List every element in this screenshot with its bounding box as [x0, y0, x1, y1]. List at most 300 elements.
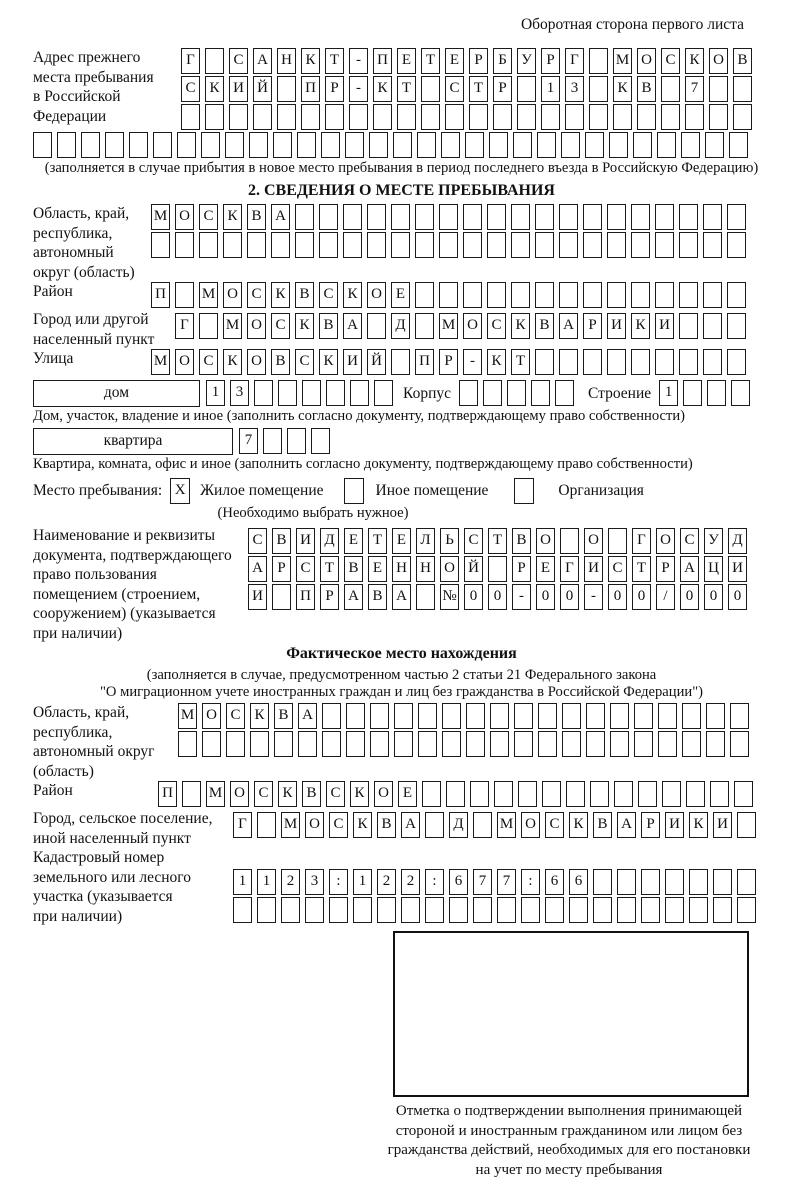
char-cell — [463, 282, 482, 308]
char-cell: К — [487, 349, 506, 375]
char-cell — [422, 781, 441, 807]
fact-region-boxrow-1[interactable] — [178, 703, 749, 730]
char-cell: О — [223, 282, 242, 308]
char-cell — [175, 282, 194, 308]
char-cell — [250, 731, 269, 757]
char-cell: С — [254, 781, 273, 807]
house-type-box[interactable]: дом — [33, 380, 200, 407]
label-line: места пребывания — [33, 68, 154, 86]
char-cell — [254, 380, 273, 406]
char-cell — [201, 132, 220, 158]
cadastre-boxrow-1[interactable] — [233, 869, 756, 896]
char-cell: Р — [656, 556, 675, 582]
char-cell — [710, 781, 729, 807]
char-cell: Т — [397, 76, 416, 102]
char-cell: О — [202, 703, 221, 729]
char-cell — [631, 204, 650, 230]
char-cell — [205, 48, 224, 74]
char-cell: О — [584, 528, 603, 554]
char-cell: И — [296, 528, 315, 554]
char-cell: 0 — [536, 584, 555, 610]
char-cell: Т — [488, 528, 507, 554]
char-cell — [707, 380, 726, 406]
apartment-type-box[interactable]: квартира — [33, 428, 233, 455]
char-cell: Б — [493, 48, 512, 74]
fact-city-boxrow[interactable] — [233, 812, 756, 839]
char-cell — [416, 584, 435, 610]
char-cell — [658, 731, 677, 757]
char-cell — [559, 349, 578, 375]
char-cell — [272, 584, 291, 610]
city-label — [33, 310, 175, 349]
prev-address-label — [33, 48, 181, 126]
char-cell — [737, 869, 756, 895]
checkbox-other-premises[interactable] — [344, 478, 364, 504]
char-cell: Р — [320, 584, 339, 610]
char-cell: К — [295, 313, 314, 339]
label-line: (заполняется в случае, предусмотренном частью 2 статьи 21 Федерального закона — [146, 667, 657, 683]
char-cell: О — [305, 812, 324, 838]
char-cell — [298, 731, 317, 757]
char-cell: - — [584, 584, 603, 610]
char-cell — [391, 204, 410, 230]
option-residential-label: Жилое помещение — [200, 482, 324, 500]
char-cell — [713, 897, 732, 923]
char-cell — [442, 731, 461, 757]
street-boxrow[interactable] — [151, 349, 746, 376]
label-line: Кадастровый номер — [33, 849, 165, 866]
char-cell — [446, 781, 465, 807]
char-cell — [322, 731, 341, 757]
char-cell: Е — [397, 48, 416, 74]
char-cell — [439, 282, 458, 308]
char-cell: - — [512, 584, 531, 610]
char-cell: Д — [449, 812, 468, 838]
label-line: на учет по месту пребывания — [475, 1161, 663, 1178]
char-cell: Г — [175, 313, 194, 339]
char-cell: С — [326, 781, 345, 807]
stamp-caption — [379, 1102, 759, 1180]
stroenie-boxrow[interactable] — [659, 380, 750, 407]
char-cell — [583, 204, 602, 230]
char-cell — [449, 897, 468, 923]
label-line: иной населенный пункт — [33, 829, 191, 847]
char-cell — [703, 349, 722, 375]
house-number-boxrow[interactable] — [206, 380, 393, 407]
document-boxrow-1[interactable] — [248, 528, 747, 555]
char-cell: Т — [511, 349, 530, 375]
char-cell — [325, 104, 344, 130]
char-cell — [589, 48, 608, 74]
char-cell — [633, 132, 652, 158]
document-rows — [248, 528, 747, 612]
char-cell — [391, 349, 410, 375]
stamp-area — [387, 931, 770, 1180]
option-other-premises-label: Иное помещение — [375, 482, 489, 500]
char-cell — [105, 132, 124, 158]
char-cell — [263, 428, 282, 454]
char-cell — [535, 349, 554, 375]
char-cell — [346, 703, 365, 729]
char-cell — [538, 731, 557, 757]
char-cell — [401, 897, 420, 923]
char-cell — [153, 132, 172, 158]
label-line: Город или другой — [33, 311, 149, 328]
char-cell: М — [151, 204, 170, 230]
char-cell: К — [223, 204, 242, 230]
label-line: гражданства действий, необходимых для его постановки — [387, 1142, 751, 1158]
char-cell — [641, 869, 660, 895]
char-cell: М — [613, 48, 632, 74]
char-cell: К — [511, 313, 530, 339]
char-cell: К — [613, 76, 632, 102]
prev-address-boxrow-4[interactable] — [33, 132, 770, 159]
char-cell — [589, 76, 608, 102]
char-cell: - — [463, 349, 482, 375]
region-boxrow-2[interactable] — [151, 232, 746, 259]
district-boxrow[interactable] — [151, 282, 746, 309]
char-cell — [631, 349, 650, 375]
char-cell — [177, 132, 196, 158]
char-cell: В — [512, 528, 531, 554]
char-cell: 6 — [449, 869, 468, 895]
char-cell — [278, 380, 297, 406]
char-cell — [679, 232, 698, 258]
document-boxrow-2[interactable] — [248, 556, 747, 583]
char-cell — [466, 731, 485, 757]
document-label — [33, 526, 248, 643]
char-cell: С — [680, 528, 699, 554]
checkbox-residential[interactable]: X — [170, 478, 190, 504]
char-cell — [463, 232, 482, 258]
char-cell: А — [253, 48, 272, 74]
char-cell — [634, 703, 653, 729]
char-cell — [418, 703, 437, 729]
char-cell — [369, 132, 388, 158]
char-cell: 6 — [545, 869, 564, 895]
char-cell — [583, 349, 602, 375]
char-cell — [683, 380, 702, 406]
checkbox-organization[interactable] — [514, 478, 534, 504]
char-cell: С — [247, 282, 266, 308]
char-cell: О — [247, 313, 266, 339]
char-cell — [560, 528, 579, 554]
char-cell: Е — [398, 781, 417, 807]
label-line: при наличии) — [33, 624, 123, 642]
char-cell — [319, 204, 338, 230]
prev-address-boxrow-3[interactable] — [181, 104, 752, 131]
char-cell: А — [271, 204, 290, 230]
char-cell — [151, 232, 170, 258]
actual-location-note — [33, 667, 770, 701]
char-cell — [682, 731, 701, 757]
fact-city-block — [33, 809, 770, 848]
char-cell — [223, 232, 242, 258]
label-line: сооружением) (указывается — [33, 605, 216, 622]
label-line: право пользования — [33, 566, 157, 583]
char-cell: Т — [325, 48, 344, 74]
char-cell: К — [373, 76, 392, 102]
fact-region-label — [33, 703, 178, 781]
char-cell — [706, 731, 725, 757]
char-cell: 1 — [233, 869, 252, 895]
char-cell — [617, 897, 636, 923]
char-cell: 0 — [608, 584, 627, 610]
char-cell: Е — [536, 556, 555, 582]
char-cell: О — [230, 781, 249, 807]
char-cell — [226, 731, 245, 757]
char-cell: В — [302, 781, 321, 807]
label-line: стороной и иностранным гражданином или лицом без — [395, 1122, 743, 1139]
char-cell — [734, 781, 753, 807]
char-cell — [305, 897, 324, 923]
char-cell — [321, 132, 340, 158]
char-cell — [490, 703, 509, 729]
char-cell: И — [343, 349, 362, 375]
city-block — [33, 310, 770, 349]
char-cell — [513, 132, 532, 158]
char-cell: И — [655, 313, 674, 339]
label-line: автономный округ — [33, 743, 155, 760]
char-cell: 7 — [497, 869, 516, 895]
char-cell: Р — [641, 812, 660, 838]
char-cell — [607, 349, 626, 375]
char-cell — [542, 781, 561, 807]
char-cell — [733, 76, 752, 102]
region-label — [33, 204, 151, 282]
char-cell: Ь — [440, 528, 459, 554]
char-cell — [345, 132, 364, 158]
char-cell: С — [445, 76, 464, 102]
char-cell — [373, 104, 392, 130]
char-cell — [494, 781, 513, 807]
char-cell: К — [319, 349, 338, 375]
city-boxrow[interactable] — [175, 313, 746, 340]
char-cell: 0 — [680, 584, 699, 610]
char-cell — [565, 104, 584, 130]
char-cell — [665, 869, 684, 895]
char-cell: 1 — [659, 380, 678, 406]
char-cell — [511, 232, 530, 258]
char-cell — [569, 897, 588, 923]
street-block — [33, 349, 770, 377]
char-cell: Н — [392, 556, 411, 582]
char-cell — [727, 313, 746, 339]
char-cell: 0 — [560, 584, 579, 610]
char-cell — [727, 232, 746, 258]
fact-district-boxrow[interactable] — [158, 781, 753, 808]
char-cell: М — [178, 703, 197, 729]
char-cell: А — [680, 556, 699, 582]
char-cell — [181, 104, 200, 130]
region-boxrow-1[interactable] — [151, 204, 746, 231]
char-cell: В — [368, 584, 387, 610]
char-cell — [319, 232, 338, 258]
char-cell — [518, 781, 537, 807]
char-cell: В — [247, 204, 266, 230]
char-cell: 0 — [704, 584, 723, 610]
prev-address-boxrow-1[interactable] — [181, 48, 752, 75]
char-cell: 2 — [377, 869, 396, 895]
char-cell — [709, 104, 728, 130]
char-cell: Д — [728, 528, 747, 554]
char-cell: В — [271, 349, 290, 375]
char-cell — [634, 731, 653, 757]
label-line: Область, край, — [33, 704, 130, 721]
char-cell — [614, 781, 633, 807]
char-cell: Т — [469, 76, 488, 102]
char-cell — [415, 232, 434, 258]
korpus-boxrow[interactable] — [459, 380, 574, 407]
char-cell — [593, 897, 612, 923]
char-cell — [562, 731, 581, 757]
char-cell — [585, 132, 604, 158]
char-cell: Г — [560, 556, 579, 582]
char-cell — [511, 204, 530, 230]
char-cell — [393, 132, 412, 158]
char-cell — [685, 104, 704, 130]
char-cell — [322, 703, 341, 729]
char-cell: С — [226, 703, 245, 729]
char-cell — [199, 232, 218, 258]
char-cell — [247, 232, 266, 258]
char-cell: Г — [233, 812, 252, 838]
char-cell — [661, 104, 680, 130]
char-cell: Е — [445, 48, 464, 74]
char-cell: К — [250, 703, 269, 729]
char-cell — [469, 104, 488, 130]
char-cell — [415, 282, 434, 308]
char-cell — [487, 232, 506, 258]
char-cell — [706, 703, 725, 729]
char-cell — [229, 104, 248, 130]
char-cell: В — [274, 703, 293, 729]
region-rows — [151, 204, 746, 260]
char-cell: Й — [253, 76, 272, 102]
char-cell — [367, 313, 386, 339]
char-cell: В — [344, 556, 363, 582]
document-boxrow-3[interactable] — [248, 584, 747, 611]
char-cell — [343, 204, 362, 230]
char-cell — [367, 204, 386, 230]
char-cell: М — [281, 812, 300, 838]
char-cell — [521, 897, 540, 923]
char-cell: О — [374, 781, 393, 807]
char-cell — [350, 380, 369, 406]
char-cell — [488, 556, 507, 582]
char-cell — [421, 104, 440, 130]
char-cell — [586, 731, 605, 757]
document-block — [33, 526, 770, 643]
char-cell: У — [517, 48, 536, 74]
char-cell — [329, 897, 348, 923]
char-cell: В — [535, 313, 554, 339]
char-cell: 0 — [632, 584, 651, 610]
char-cell: : — [329, 869, 348, 895]
char-cell — [374, 380, 393, 406]
char-cell: Г — [181, 48, 200, 74]
char-cell — [225, 132, 244, 158]
char-cell: А — [392, 584, 411, 610]
cadastre-boxrow-2[interactable] — [233, 897, 756, 924]
char-cell: И — [665, 812, 684, 838]
char-cell — [277, 76, 296, 102]
char-cell — [727, 349, 746, 375]
char-cell: У — [704, 528, 723, 554]
char-cell: К — [631, 313, 650, 339]
fact-district-block — [33, 781, 770, 809]
char-cell: О — [637, 48, 656, 74]
char-cell: П — [158, 781, 177, 807]
char-cell: К — [223, 349, 242, 375]
char-cell: О — [247, 349, 266, 375]
char-cell — [537, 132, 556, 158]
char-cell: Т — [368, 528, 387, 554]
char-cell: Н — [416, 556, 435, 582]
char-cell: О — [536, 528, 555, 554]
char-cell — [681, 132, 700, 158]
char-cell — [607, 204, 626, 230]
char-cell: Г — [565, 48, 584, 74]
char-cell: 6 — [569, 869, 588, 895]
label-line: республика, — [33, 723, 113, 741]
prev-address-boxrow-2[interactable] — [181, 76, 752, 103]
char-cell — [608, 528, 627, 554]
char-cell — [233, 897, 252, 923]
fact-region-boxrow-2[interactable] — [178, 731, 749, 758]
char-cell — [415, 204, 434, 230]
char-cell: А — [248, 556, 267, 582]
char-cell: Т — [421, 48, 440, 74]
char-cell: В — [319, 313, 338, 339]
char-cell — [487, 204, 506, 230]
char-cell — [535, 282, 554, 308]
stay-type-row — [33, 477, 770, 505]
char-cell: В — [272, 528, 291, 554]
char-cell — [415, 313, 434, 339]
char-cell — [514, 731, 533, 757]
char-cell: / — [656, 584, 675, 610]
stroenie-label: Строение — [588, 384, 652, 402]
char-cell: Р — [583, 313, 602, 339]
label-line: автономный — [33, 244, 114, 261]
fact-region-rows — [178, 703, 749, 759]
char-cell — [730, 731, 749, 757]
char-cell — [535, 204, 554, 230]
char-cell — [465, 132, 484, 158]
stamp-box — [393, 931, 749, 1097]
char-cell — [370, 731, 389, 757]
char-cell — [589, 104, 608, 130]
char-cell: К — [278, 781, 297, 807]
char-cell: М — [497, 812, 516, 838]
char-cell: Р — [272, 556, 291, 582]
char-cell — [545, 897, 564, 923]
apartment-note: Квартира, комната, офис и иное (заполнить согласно документу, подтверждающему право собственности) — [33, 456, 693, 472]
char-cell: С — [464, 528, 483, 554]
char-cell: О — [656, 528, 675, 554]
char-cell: П — [151, 282, 170, 308]
char-cell — [727, 204, 746, 230]
actual-location-title: Фактическое место нахождения — [286, 645, 517, 662]
char-cell: О — [175, 349, 194, 375]
label-line: земельного или лесного — [33, 868, 191, 886]
char-cell — [559, 232, 578, 258]
apartment-number-boxrow[interactable] — [239, 428, 330, 455]
char-cell — [679, 204, 698, 230]
char-cell — [682, 703, 701, 729]
char-cell — [418, 731, 437, 757]
